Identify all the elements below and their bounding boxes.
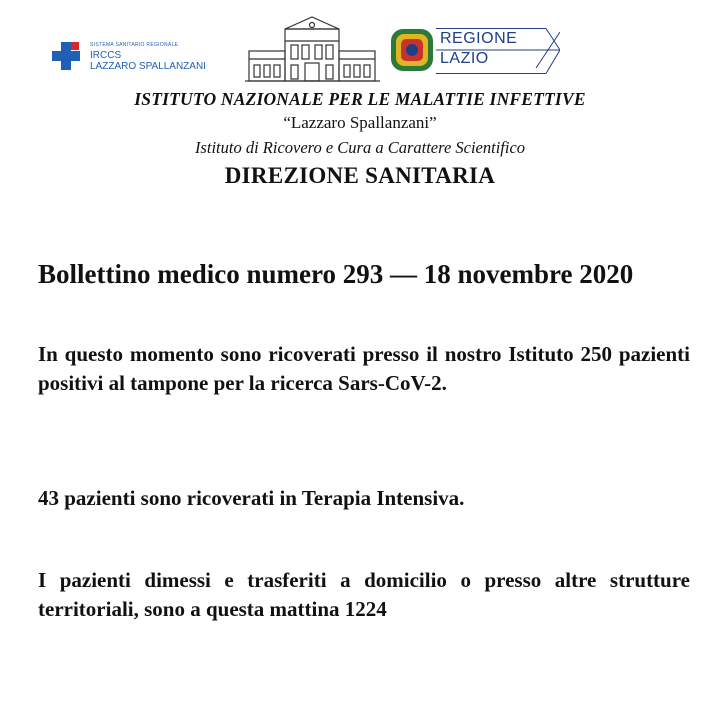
- bulletin-paragraph-discharged: I pazienti dimessi e trasferiti a domicilio o presso altre strutture territoriali, sono a questa mattina 1224: [38, 568, 690, 621]
- institute-name: ISTITUTO NAZIONALE PER LE MALATTIE INFETTIVE: [134, 89, 586, 109]
- bulletin-paragraph-hospitalized: In questo momento sono ricoverati presso il nostro Istituto 250 pazienti positivi al tampone per la ricerca Sars-CoV-2.: [38, 342, 690, 395]
- medical-cross-icon: [52, 42, 80, 70]
- logo-bar: [0, 10, 720, 88]
- bulletin-paragraph-icu: 43 pazienti sono ricoverati in Terapia Intensiva.: [38, 486, 465, 510]
- institute-subname: “Lazzaro Spallanzani”: [283, 113, 437, 132]
- department-heading: DIREZIONE SANITARIA: [224, 163, 496, 188]
- bulletin-title: Bollettino medico numero 293 — 18 novembre 2020: [38, 259, 634, 289]
- lazio-label: LAZIO: [440, 50, 489, 67]
- institute-building-icon: [245, 15, 380, 87]
- irccs-label: IRCCS: [90, 50, 122, 61]
- irccs-name: LAZZARO SPALLANZANI: [90, 61, 206, 72]
- regione-label: REGIONE: [440, 30, 518, 47]
- regione-emblem-icon: [390, 28, 434, 72]
- regione-lazio-logo: [390, 28, 560, 76]
- institute-subtitle: Istituto di Ricovero e Cura a Carattere Scientifico: [194, 138, 526, 157]
- irccs-small-text: SISTEMA SANITARIO REGIONALE: [90, 42, 179, 48]
- irccs-logo: [52, 30, 232, 70]
